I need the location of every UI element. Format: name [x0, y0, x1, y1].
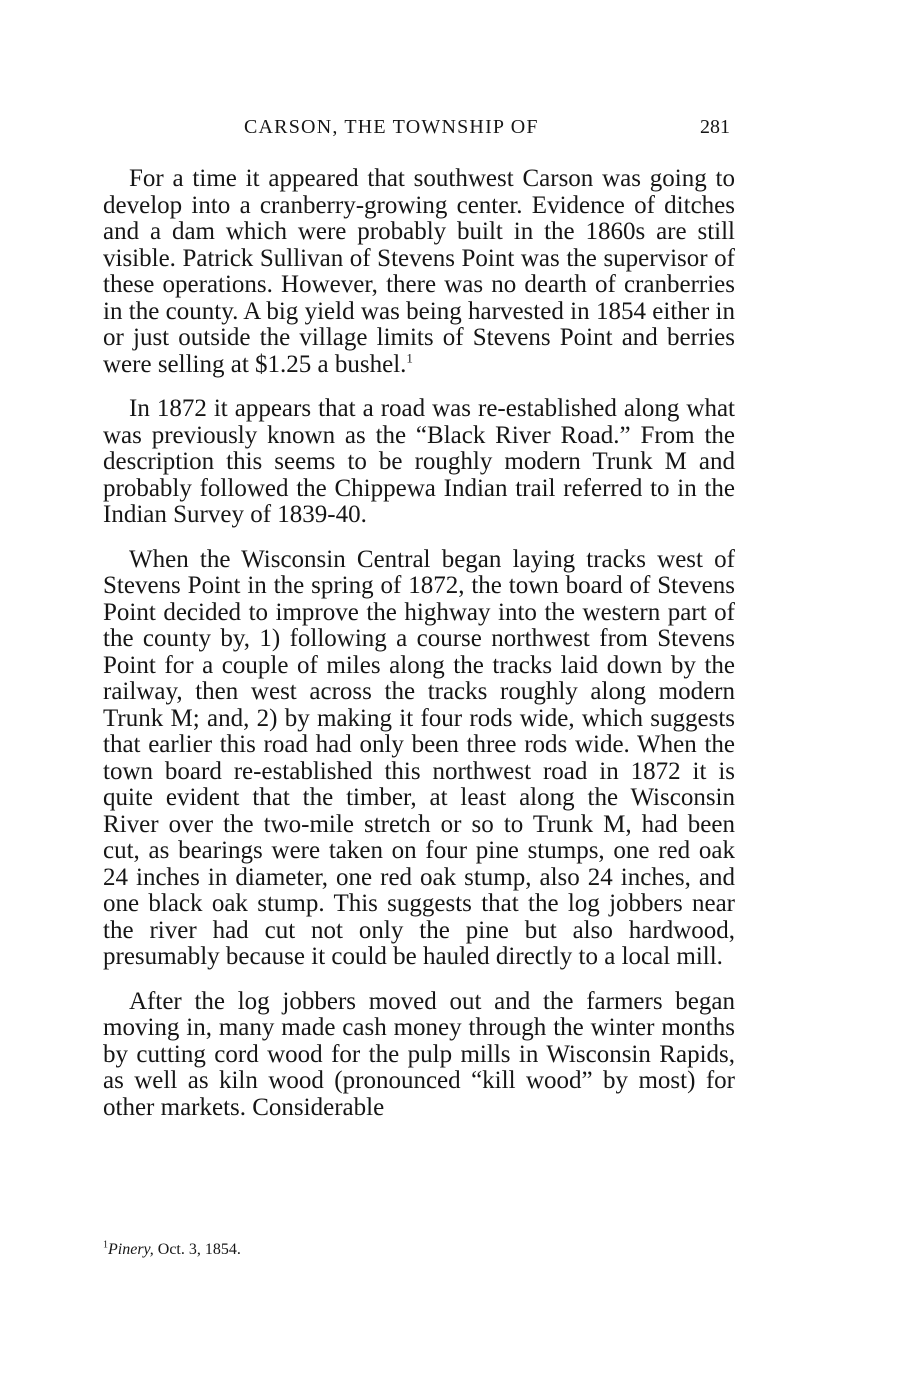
footnote-source-date: Oct. 3, 1854.: [153, 1241, 241, 1258]
body-text: [103, 166, 735, 1121]
paragraph-cranberries: [103, 166, 735, 378]
paragraph-log-jobbers: [103, 989, 735, 1122]
page-number: 281: [700, 116, 730, 138]
running-head-title: CARSON, THE TOWNSHIP OF: [244, 116, 539, 138]
paragraph-text: For a time it appeared that southwest Carson was going to develop into a cranberry-growing center. Evidence of ditches and a dam which were probably built in the 1860s are still visible. Patrick Sullivan of Stevens Point was the supervisor of these operations. However, there was no dearth of cranberries in the county. A big yield was being harvested in 1854 either in or just outside the village limits of Stevens Point and berries were selling at $1.25 a bushel.: [103, 165, 735, 378]
footnote: [103, 1241, 241, 1259]
paragraph-text: In 1872 it appears that a road was re-established along what was previously known as the “Black River Road.” From the description this seems to be roughly modern Trunk M and probably followed the Chippewa Indian trail referred to in the Indian Survey of 1839-40.: [103, 395, 735, 528]
paragraph-text: When the Wisconsin Central began laying tracks west of Stevens Point in the spring of 1872, the town board of Stevens Point decided to improve the highway into the western part of the county by, 1) following a course northwest from Stevens Point for a couple of miles along the tracks laid down by the railway, then west across the tracks roughly along modern Trunk M; and, 2) by making it four rods wide, which suggests that earlier this road had only been three rods wide. When the town board re-established this northwest road in 1872 it is quite evident that the timber, at least along the Wisconsin River over the two-mile stretch or so to Trunk M, had been cut, as bearings were taken on four pine stumps, one red oak 24 inches in diameter, one red oak stump, also 24 inches, and one black oak stump. This suggests that the log jobbers near the river had cut not only the pine but also hardwood, presumably because it could be hauled directly to a local mill.: [103, 545, 735, 970]
paragraph-black-river-road: [103, 396, 735, 529]
footnote-mark: 1: [103, 1239, 108, 1251]
paragraph-wisconsin-central: [103, 547, 735, 971]
footnote-source-title: Pinery,: [108, 1241, 154, 1258]
paragraph-text: After the log jobbers moved out and the farmers began moving in, many made cash money through the winter months by cutting cord wood for the pulp mills in Wisconsin Rapids, as well as kiln wood (pronounced “kill wood” by most) for other markets. Considerable: [103, 987, 735, 1121]
footnote-reference: 1: [406, 350, 413, 366]
